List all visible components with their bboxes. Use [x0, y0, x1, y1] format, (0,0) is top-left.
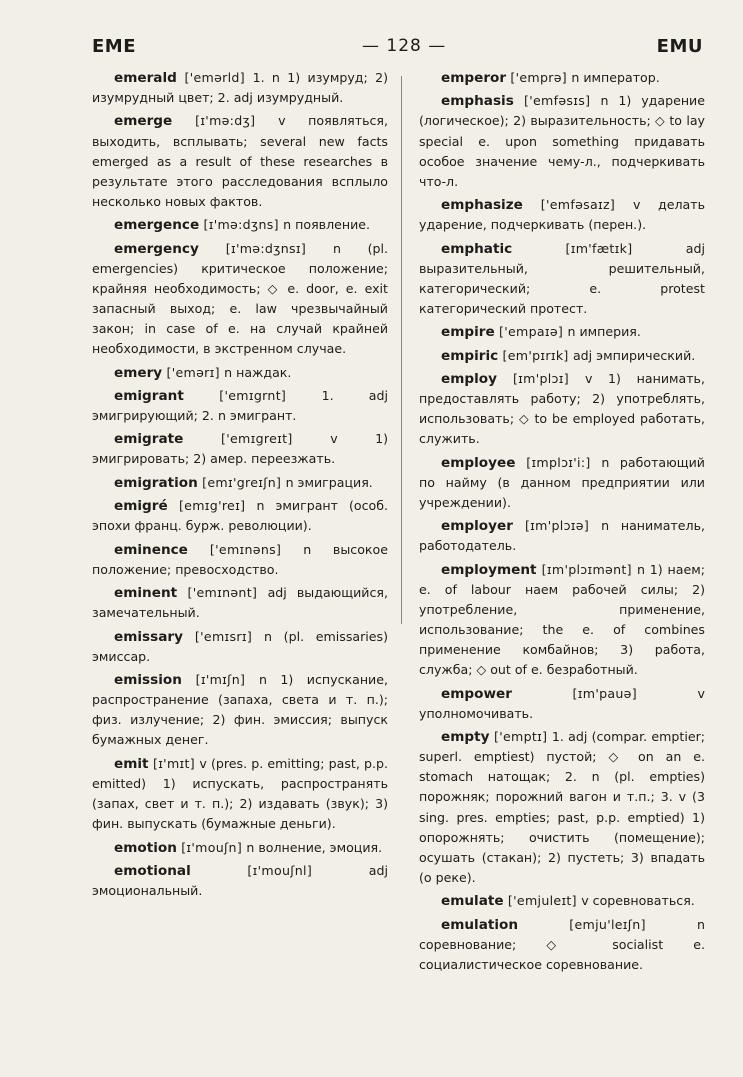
dictionary-entry: [92, 838, 388, 858]
dictionary-entry: [419, 453, 705, 513]
entry-headword: emerald: [114, 70, 177, 86]
entry-definition: adj эмоциональный.: [92, 862, 388, 899]
entry-definition: v 1) эмигрировать; 2) амер. переезжать.: [92, 431, 388, 467]
entry-definition: n соревнование; ◇ socialist e. социалистическое соревнование.: [419, 916, 705, 972]
page-number: — 128 —: [362, 36, 447, 56]
column-divider: [401, 76, 402, 624]
entry-headword: emergency: [114, 240, 199, 257]
entry-headword: emperor: [441, 70, 507, 86]
dictionary-entry: [419, 891, 705, 911]
entry-pronunciation: [emɪg'reɪ]: [167, 498, 257, 514]
entry-pronunciation: ['emjuleɪt]: [503, 893, 582, 909]
entry-pronunciation: ['emprə]: [506, 70, 572, 85]
entry-headword: emphasis: [441, 93, 514, 110]
entry-pronunciation: ['emərɪ]: [162, 364, 225, 380]
entry-definition: n появление.: [283, 217, 371, 233]
entry-pronunciation: [ɪ'mouʃnl]: [190, 862, 369, 878]
dictionary-entry: [92, 583, 388, 623]
dictionary-entry: [419, 915, 705, 975]
entry-headword: emigrate: [114, 431, 184, 448]
dictionary-entry: [419, 560, 705, 681]
entry-definition: n наждак.: [224, 364, 292, 380]
entry-definition: n высокое положение; превосходство.: [92, 541, 388, 577]
entry-headword: emission: [114, 672, 182, 689]
entry-headword: emphatic: [441, 240, 513, 257]
entry-headword: emit: [114, 755, 149, 772]
entry-headword: empty: [441, 729, 490, 746]
entry-definition: n император.: [571, 70, 660, 85]
dictionary-entry: [419, 346, 705, 366]
page-header: [92, 36, 713, 62]
dictionary-entry: [92, 627, 388, 667]
entry-definition: 1. adj эмигрирующий; 2. n эмигрант.: [92, 387, 388, 423]
entry-headword: empire: [441, 324, 495, 341]
entry-headword: emulation: [441, 916, 519, 933]
entry-headword: emerge: [114, 113, 173, 130]
dictionary-entry: [92, 386, 388, 426]
entry-headword: emulate: [441, 893, 504, 910]
entry-pronunciation: ['emɪnənt]: [177, 585, 268, 601]
dictionary-entry: [92, 363, 388, 383]
dictionary-entry: [419, 684, 705, 724]
dictionary-entry: [92, 496, 388, 536]
entry-pronunciation: [ɪ'mɪʃn]: [181, 672, 259, 688]
entry-headword: eminent: [114, 585, 178, 602]
entry-definition: adj эмпирический.: [572, 347, 696, 363]
dictionary-entry: [92, 861, 388, 901]
entry-pronunciation: ['emɪsrɪ]: [182, 628, 265, 644]
dictionary-entry: [419, 91, 705, 191]
entry-definition: n работающий по найму (в данном предприятии или учреждении).: [419, 454, 705, 510]
entry-definition: v 1) нанимать, предоставлять работу; 2) употреблять, использовать; ◇ to be employed работать, служить.: [419, 371, 705, 447]
entry-headword: empower: [441, 685, 512, 702]
entry-headword: emotion: [114, 839, 177, 856]
entry-definition: n (pl. emergencies) критическое положение; крайняя необходимость; ◇ e. door, e. exit запасный выход; e. law чрезвычайный закон; in case of e. на случай крайней необходимости, в экстренном случае.: [92, 240, 388, 357]
dictionary-entry: [419, 68, 705, 88]
dictionary-entry: [92, 429, 388, 469]
dictionary-entry: [419, 516, 705, 556]
right-column: [419, 68, 705, 978]
header-right-guide-word: EMU: [656, 36, 703, 57]
entry-definition: n волнение, эмоция.: [246, 839, 383, 855]
entry-definition: n 1) ударение (логическое); 2) выразительность; ◇ to lay special e. upon something придавать особое значение чему-л., подчеркивать что-л.: [419, 93, 705, 189]
entry-headword: emigré: [114, 498, 168, 515]
entry-pronunciation: [ɪm'pauə]: [511, 685, 698, 701]
entry-pronunciation: ['emɪgrnt]: [183, 387, 322, 403]
entry-pronunciation: [emɪ'greɪʃn]: [197, 474, 286, 490]
entry-headword: empiric: [441, 347, 499, 364]
entry-pronunciation: [ɪm'plɔɪmənt]: [536, 561, 637, 577]
entry-pronunciation: [em'pɪrɪk]: [498, 347, 573, 363]
entry-pronunciation: ['emɪgreɪt]: [183, 431, 331, 447]
entry-headword: employment: [441, 561, 537, 578]
entry-headword: employer: [441, 518, 513, 535]
entry-headword: emigrant: [114, 387, 184, 404]
dictionary-entry: [419, 322, 705, 342]
dictionary-entry: [92, 239, 388, 360]
entry-pronunciation: ['emptɪ]: [489, 729, 552, 745]
entry-headword: employee: [441, 454, 516, 471]
entry-headword: emotional: [114, 862, 191, 879]
entry-pronunciation: ['emɪnəns]: [187, 541, 304, 557]
dictionary-entry: [92, 215, 388, 235]
entry-definition: v появляться, выходить, всплывать; several new facts emerged as a result of these researches в результате этого расследования всплыло несколько новых фактов.: [92, 113, 388, 209]
entry-definition: 1. n 1) изумруд; 2) изумрудный цвет; 2. adj изумрудный.: [92, 70, 388, 106]
entry-definition: adj выдающийся, замечательный.: [92, 585, 388, 621]
entry-pronunciation: ['empaɪə]: [494, 324, 568, 340]
entry-pronunciation: ['emfəsaɪz]: [522, 197, 633, 213]
dictionary-entry: [92, 754, 388, 834]
entry-pronunciation: ['emfəsɪs]: [513, 93, 601, 109]
entry-headword: emissary: [114, 628, 183, 645]
dictionary-entry: [92, 473, 388, 493]
entry-definition: n эмигрант (особ. эпохи франц. бурж. революции).: [92, 498, 388, 534]
entry-definition: n (pl. emissaries) эмиссар.: [92, 628, 388, 664]
entry-definition: n империя.: [567, 324, 641, 340]
entry-definition: adj выразительный, решительный, категорический; e. protest категорический протест.: [419, 240, 705, 316]
dictionary-entry: [92, 68, 388, 108]
entry-definition: n эмиграция.: [285, 474, 373, 490]
dictionary-entry: [92, 111, 388, 211]
entry-headword: eminence: [114, 541, 188, 558]
dictionary-entry: [419, 239, 705, 319]
entry-definition: n 1) наем; e. of labour наем рабочей силы; 2) употребление, применение, использование; the e. of combines применение комбайнов; 3) работа, служба; ◇ out of e. безработный.: [419, 561, 705, 678]
entry-definition: v уполномочивать.: [419, 685, 705, 721]
entry-headword: employ: [441, 371, 497, 388]
entry-pronunciation: [ɪm'fætɪk]: [512, 240, 686, 256]
entry-definition: v делать ударение, подчеркивать (перен.).: [419, 197, 705, 233]
entry-pronunciation: [emju'leɪʃn]: [518, 916, 698, 932]
dictionary-entry: [419, 369, 705, 449]
entry-headword: emigration: [114, 474, 198, 491]
entry-pronunciation: [ɪ'mouʃn]: [176, 839, 247, 855]
entry-pronunciation: [ɪm'plɔɪə]: [512, 518, 602, 534]
entry-pronunciation: [ɪm'plɔɪ]: [496, 371, 585, 387]
dictionary-entry: [92, 540, 388, 580]
entry-pronunciation: [ɪ'mə:dʒ]: [172, 113, 279, 129]
dictionary-entry: [92, 670, 388, 750]
entry-headword: emphasize: [441, 197, 523, 214]
entry-pronunciation: [ɪmplɔɪ'i:]: [515, 454, 602, 470]
entry-pronunciation: [ɪ'mə:dʒnsɪ]: [198, 240, 333, 256]
header-left-guide-word: EME: [92, 36, 137, 57]
dictionary-entry: [419, 727, 705, 888]
entry-definition: n наниматель, работодатель.: [419, 518, 705, 554]
entry-definition: v (pres. p. emitting; past, p.p. emitted) 1) испускать, распространять (запах, свет и т. п.); 2) издавать (звук); 3) фин. выпускать (бумажные деньги).: [92, 755, 388, 832]
entry-headword: emergence: [114, 217, 200, 234]
entry-definition: 1. adj (compar. emptier; superl. emptiest) пустой; ◇ on an e. stomach натощак; 2. n (pl. empties) порожняк; порожний вагон и т.п.; 3. v (3 sing. pres. empties; past, p.p. emptied) 1) опорожнять; очистить (помещение); осушать (стакан); 2) пустеть; 3) впадать (о реке).: [419, 729, 705, 885]
entry-definition: n 1) испускание, распространение (запаха, света и т. п.); физ. излучение; 2) фин. эмиссия; выпуск бумажных денег.: [92, 672, 388, 748]
left-column: [92, 68, 388, 904]
entry-pronunciation: [ɪ'mə:dʒns]: [199, 217, 284, 233]
entry-definition: v соревноваться.: [581, 893, 695, 909]
entry-pronunciation: ['emərld]: [176, 70, 253, 85]
entry-pronunciation: [ɪ'mɪt]: [148, 755, 200, 771]
entry-headword: emery: [114, 364, 163, 381]
dictionary-entry: [419, 195, 705, 235]
